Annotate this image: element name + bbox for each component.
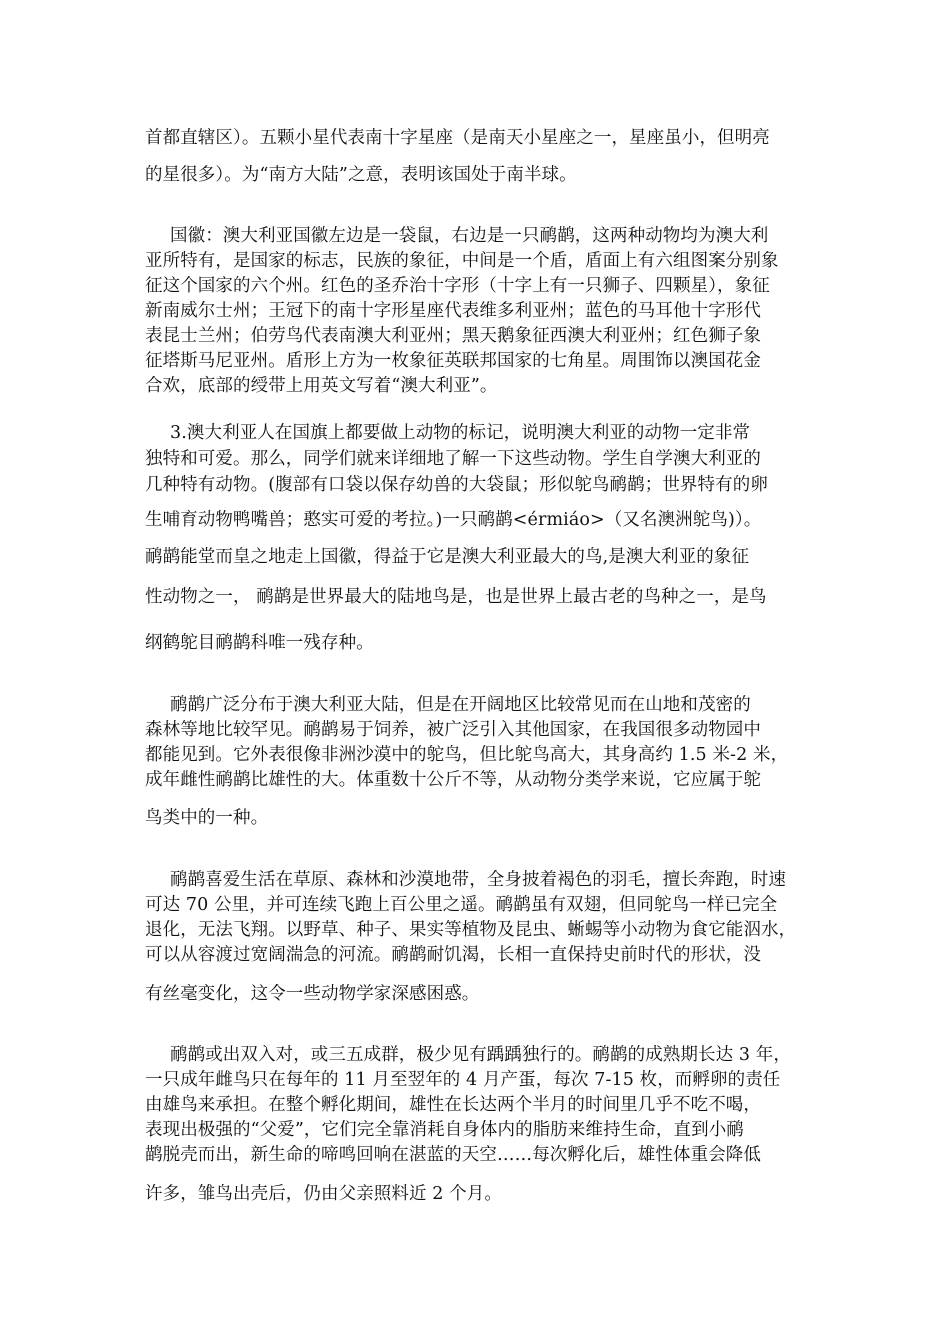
text-line: 征塔斯马尼亚州。盾形上方为一枚象征英联邦国家的七角星。周围饰以澳国花金 — [145, 351, 761, 371]
text-line: 独特和可爱。那么，同学们就来详细地了解一下这些动物。学生自学澳大利亚的 — [145, 449, 761, 469]
text-line: 森林等地比较罕见。鸸鹋易于饲养，被广泛引入其他国家，在我国很多动物园中 — [145, 720, 761, 740]
text-line: 几种特有动物。(腹部有口袋以保存幼兽的大袋鼠；形似鸵鸟鸸鹋；世界特有的卵 — [145, 475, 768, 495]
text-line: 新南威尔士州；王冠下的南十字形星座代表维多利亚州；蓝色的马耳他十字形代 — [145, 301, 761, 321]
text-line: 成年雌性鸸鹋比雄性的大。体重数十公斤不等，从动物分类学来说，它应属于鸵 — [145, 770, 761, 790]
text-line: 鹋脱壳而出，新生命的啼鸣回响在湛蓝的天空……每次孵化后，雄性体重会降低 — [145, 1145, 761, 1165]
text-line: 退化，无法飞翔。以野草、种子、果实等植物及昆虫、蜥蜴等小动物为食它能泅水， — [145, 920, 797, 940]
text-line: 鸟类中的一种。 — [145, 808, 269, 828]
text-line: 征这个国家的六个州。红色的圣乔治十字形（十字上有一只狮子、四颗星），象征 — [145, 276, 770, 296]
text-line: 亚所特有，是国家的标志，民族的象征，中间是一个盾，盾面上有六组图案分别象 — [145, 251, 779, 271]
text-line: 鸸鹋喜爱生活在草原、森林和沙漠地带，全身披着褐色的羽毛，擅长奔跑，时速 — [170, 870, 786, 890]
text-line: 纲鹤鸵目鸸鹋科唯一残存种。 — [145, 633, 374, 653]
text-line: 一只成年雌鸟只在每年的 11 月至翌年的 4 月产蛋，每次 7-15 枚，而孵卵的责任 — [145, 1070, 781, 1090]
text-line: 国徽：澳大利亚国徽左边是一袋鼠，右边是一只鸸鹋，这两种动物均为澳大利 — [170, 226, 769, 246]
text-line: 3.澳大利亚人在国旗上都要做上动物的标记，说明澳大利亚的动物一定非常 — [170, 423, 751, 443]
text-line: 可以从容渡过宽阔湍急的河流。鸸鹋耐饥渴，长相一直保持史前时代的形状，没 — [145, 945, 761, 965]
text-line: 生哺育动物鸭嘴兽；憨实可爱的考拉。)一只鸸鹋<érmiáo>（又名澳洲鸵鸟)）。 — [145, 510, 762, 530]
text-line: 表昆士兰州；伯劳鸟代表南澳大利亚州；黑天鹅象征西澳大利亚州；红色狮子象 — [145, 326, 761, 346]
text-line: 鸸鹋或出双入对，或三五成群，极少见有踽踽独行的。鸸鹋的成熟期长达 3 年， — [170, 1045, 791, 1065]
text-line: 鸸鹋广泛分布于澳大利亚大陆，但是在开阔地区比较常见而在山地和茂密的 — [170, 695, 751, 715]
text-line: 可达 70 公里，并可连续飞跑上百公里之遥。鸸鹋虽有双翅，但同鸵鸟一样已完全 — [145, 895, 778, 915]
text-line: 鸸鹋能堂而皇之地走上国徽，得益于它是澳大利亚最大的鸟,是澳大利亚的象征 — [145, 547, 750, 567]
text-line: 性动物之一， 鸸鹋是世界最大的陆地鸟是，也是世界上最古老的鸟种之一，是鸟 — [145, 587, 767, 607]
text-line: 的星很多）。为“南方大陆”之意，表明该国处于南半球。 — [145, 165, 577, 185]
text-line: 表现出极强的“父爱”，它们完全靠消耗自身体内的脂肪来维持生命，直到小鸸 — [145, 1120, 744, 1140]
text-line: 首都直辖区）。五颗小星代表南十字星座（是南天小星座之一，星座虽小，但明亮 — [145, 128, 770, 148]
text-line: 都能见到。它外表很像非洲沙漠中的鸵鸟，但比鸵鸟高大，其身高约 1.5 米-2 米， — [145, 745, 789, 765]
text-line: 由雄鸟来承担。在整个孵化期间，雄性在长达两个半月的时间里几乎不吃不喝， — [145, 1095, 761, 1115]
text-line: 有丝毫变化，这令一些动物学家深感困惑。 — [145, 984, 480, 1004]
text-line: 合欢，底部的绶带上用英文写着“澳大利亚”。 — [145, 376, 498, 396]
text-line: 许多，雏鸟出壳后，仍由父亲照料近 2 个月。 — [145, 1184, 502, 1204]
